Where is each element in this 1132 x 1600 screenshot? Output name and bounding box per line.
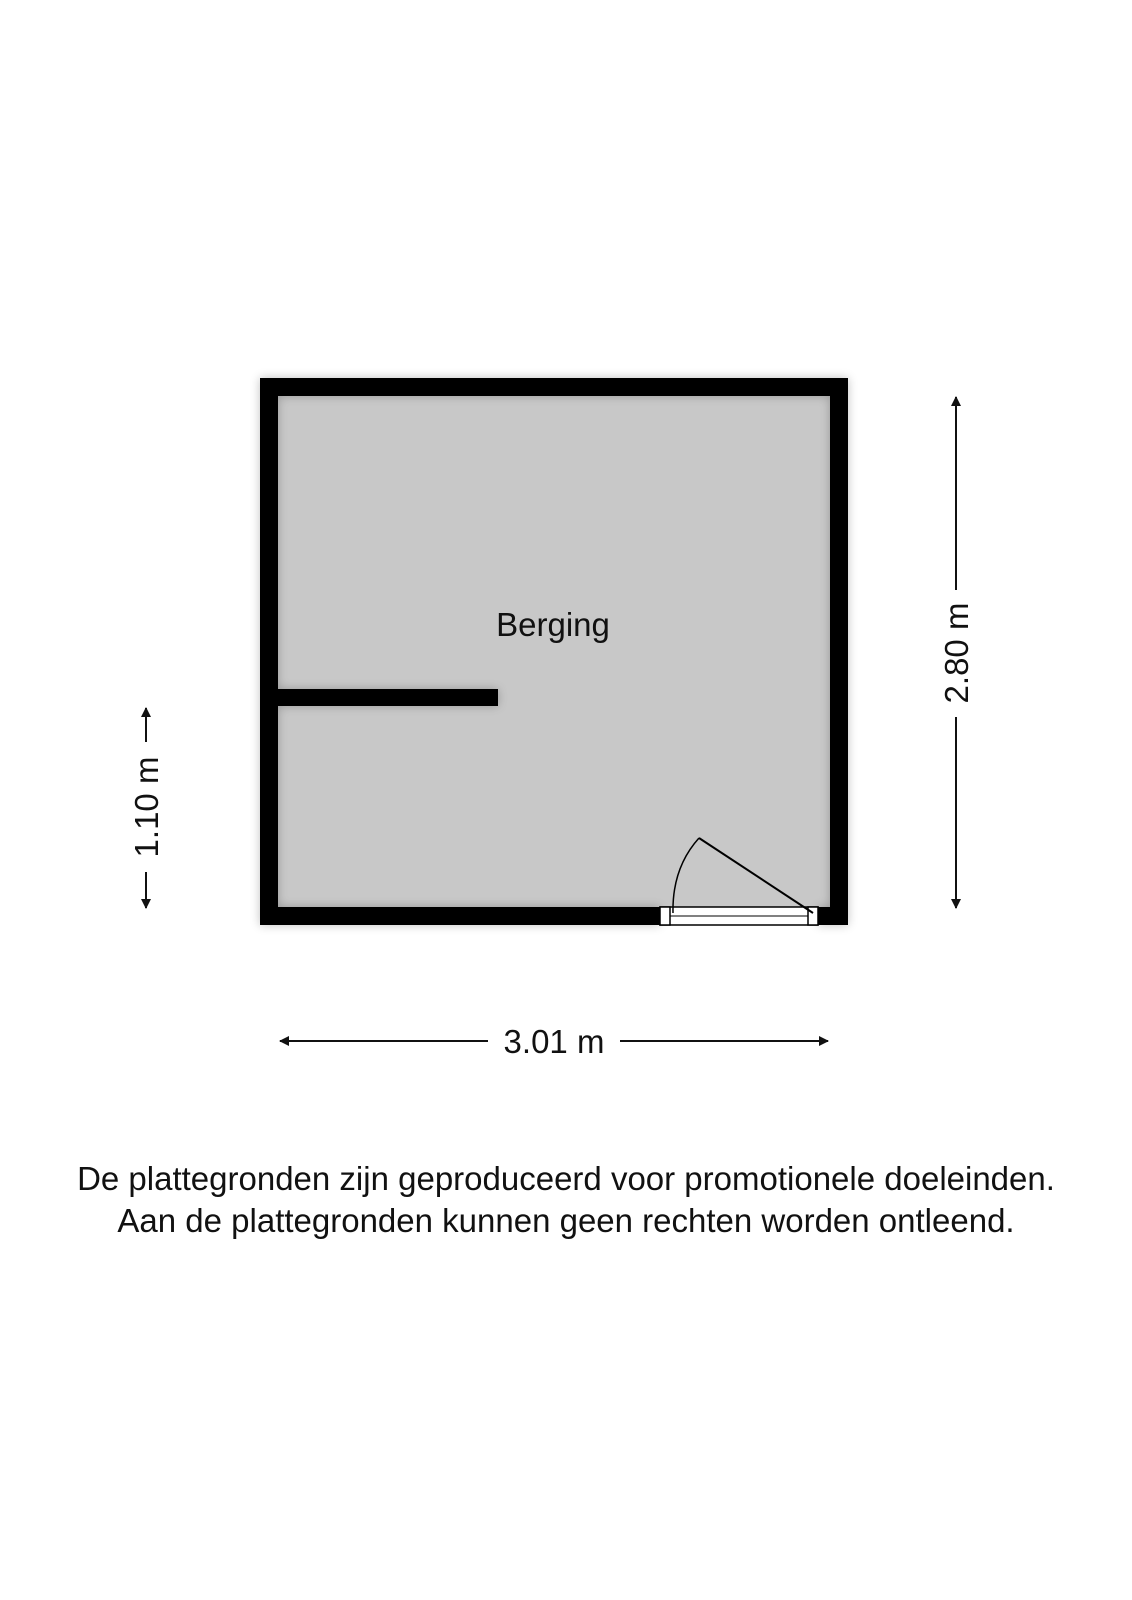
dimension-partial (128, 708, 165, 908)
room-floor (270, 385, 830, 910)
wall-top (260, 378, 848, 396)
wall-left (260, 378, 278, 925)
wall-bottom-left (260, 907, 660, 925)
dimension-width (280, 1023, 828, 1060)
dimension-depth (938, 397, 975, 908)
disclaimer (0, 1158, 1132, 1242)
wall-right (830, 378, 848, 925)
disclaimer-line-2: Aan de plattegronden kunnen geen rechten worden ontleend. (117, 1202, 1015, 1239)
dimension-width-label: 3.01 m (503, 1023, 605, 1060)
room-label: Berging (496, 606, 610, 643)
door-jamb-left (660, 907, 670, 925)
dimension-partial-label: 1.10 m (128, 756, 165, 858)
partition-wall (278, 689, 498, 706)
disclaimer-line-1: De plattegronden zijn geproduceerd voor promotionele doeleinden. (77, 1160, 1055, 1197)
dimension-depth-label: 2.80 m (938, 602, 975, 704)
wall-bottom-right (818, 907, 848, 925)
